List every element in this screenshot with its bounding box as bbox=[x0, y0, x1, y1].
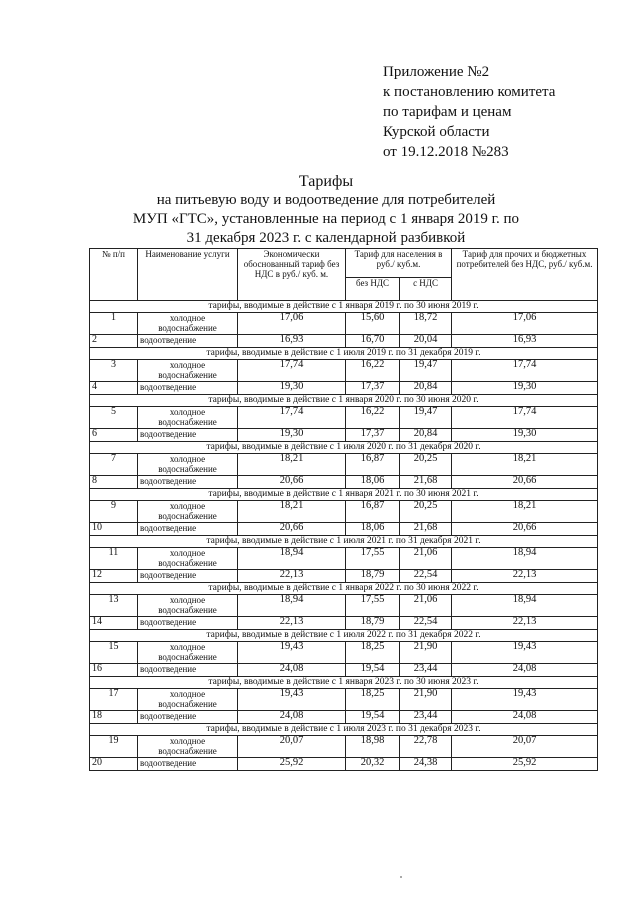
cell-pop-vat: 21,06 bbox=[400, 548, 452, 570]
cell-num: 5 bbox=[90, 407, 138, 429]
cell-econ: 18,94 bbox=[238, 595, 346, 617]
cell-econ: 20,07 bbox=[238, 736, 346, 758]
cell-pop-no-vat: 17,37 bbox=[346, 429, 400, 442]
period-label: тарифы, вводимые в действие с 1 января 2023 г. по 30 июня 2023 г. bbox=[90, 677, 598, 689]
cell-num: 11 bbox=[90, 548, 138, 570]
table-row bbox=[90, 736, 598, 758]
tariff-table bbox=[89, 248, 598, 771]
title-line: 31 декабря 2023 г. с календарной разбивкой bbox=[186, 230, 466, 246]
cell-econ: 22,13 bbox=[238, 617, 346, 630]
cell-num: 8 bbox=[90, 476, 138, 489]
cell-num: 2 bbox=[90, 335, 138, 348]
table-row bbox=[90, 617, 598, 630]
period-row bbox=[90, 348, 598, 360]
cell-name: холодное водоснабжение bbox=[138, 548, 238, 570]
period-row bbox=[90, 395, 598, 407]
cell-pop-vat: 21,90 bbox=[400, 689, 452, 711]
period-label: тарифы, вводимые в действие с 1 июля 2020 г. по 31 декабря 2020 г. bbox=[90, 442, 598, 454]
cell-econ: 17,74 bbox=[238, 360, 346, 382]
period-label: тарифы, вводимые в действие с 1 января 2021 г. по 30 июня 2021 г. bbox=[90, 489, 598, 501]
appendix-line: Приложение №2 bbox=[383, 64, 490, 80]
cell-pop-no-vat: 17,55 bbox=[346, 595, 400, 617]
table-row bbox=[90, 313, 598, 335]
cell-name: холодное водоснабжение bbox=[138, 595, 238, 617]
cell-other: 17,74 bbox=[452, 360, 598, 382]
cell-pop-vat: 19,47 bbox=[400, 407, 452, 429]
cell-other: 22,13 bbox=[452, 570, 598, 583]
cell-econ: 24,08 bbox=[238, 664, 346, 677]
period-row bbox=[90, 630, 598, 642]
cell-pop-no-vat: 16,22 bbox=[346, 407, 400, 429]
table-row bbox=[90, 570, 598, 583]
cell-num: 9 bbox=[90, 501, 138, 523]
cell-num: 20 bbox=[90, 758, 138, 771]
cell-pop-vat: 23,44 bbox=[400, 664, 452, 677]
cell-pop-no-vat: 19,54 bbox=[346, 711, 400, 724]
cell-name: водоотведение bbox=[138, 617, 238, 630]
cell-num: 15 bbox=[90, 642, 138, 664]
cell-pop-vat: 20,84 bbox=[400, 382, 452, 395]
cell-pop-no-vat: 16,70 bbox=[346, 335, 400, 348]
cell-other: 24,08 bbox=[452, 664, 598, 677]
cell-econ: 19,30 bbox=[238, 382, 346, 395]
title-line: МУП «ГТС», установленные на период с 1 января 2019 г. по bbox=[132, 211, 520, 227]
cell-econ: 20,66 bbox=[238, 476, 346, 489]
cell-name: водоотведение bbox=[138, 382, 238, 395]
cell-other: 16,93 bbox=[452, 335, 598, 348]
period-row bbox=[90, 442, 598, 454]
header-name: Наименование услуги bbox=[138, 249, 238, 301]
cell-pop-vat: 21,06 bbox=[400, 595, 452, 617]
cell-pop-vat: 20,04 bbox=[400, 335, 452, 348]
cell-num: 12 bbox=[90, 570, 138, 583]
cell-pop-no-vat: 18,06 bbox=[346, 523, 400, 536]
table-row bbox=[90, 548, 598, 570]
header-econ: Экономически обоснованный тариф без НДС в руб./ куб. м. bbox=[238, 249, 346, 301]
cell-econ: 22,13 bbox=[238, 570, 346, 583]
cell-num: 18 bbox=[90, 711, 138, 724]
title-main: Тарифы bbox=[298, 173, 354, 190]
appendix-line: к постановлению комитета bbox=[383, 84, 556, 100]
cell-pop-no-vat: 16,22 bbox=[346, 360, 400, 382]
cell-pop-vat: 20,25 bbox=[400, 501, 452, 523]
cell-econ: 17,74 bbox=[238, 407, 346, 429]
cell-other: 19,30 bbox=[452, 382, 598, 395]
cell-other: 22,13 bbox=[452, 617, 598, 630]
cell-num: 7 bbox=[90, 454, 138, 476]
cell-pop-no-vat: 18,25 bbox=[346, 642, 400, 664]
cell-num: 1 bbox=[90, 313, 138, 335]
table-row bbox=[90, 595, 598, 617]
period-label: тарифы, вводимые в действие с 1 июля 2021 г. по 31 декабря 2021 г. bbox=[90, 536, 598, 548]
cell-other: 18,94 bbox=[452, 548, 598, 570]
cell-pop-vat: 22,78 bbox=[400, 736, 452, 758]
cell-econ: 19,30 bbox=[238, 429, 346, 442]
period-label: тарифы, вводимые в действие с 1 июля 2019 г. по 31 декабря 2019 г. bbox=[90, 348, 598, 360]
cell-num: 19 bbox=[90, 736, 138, 758]
period-label: тарифы, вводимые в действие с 1 января 2020 г. по 30 июня 2020 г. bbox=[90, 395, 598, 407]
table-row bbox=[90, 335, 598, 348]
cell-name: водоотведение bbox=[138, 429, 238, 442]
table-row bbox=[90, 664, 598, 677]
cell-pop-no-vat: 15,60 bbox=[346, 313, 400, 335]
cell-pop-no-vat: 20,32 bbox=[346, 758, 400, 771]
period-row bbox=[90, 724, 598, 736]
cell-econ: 19,43 bbox=[238, 689, 346, 711]
cell-econ: 16,93 bbox=[238, 335, 346, 348]
cell-pop-vat: 21,68 bbox=[400, 476, 452, 489]
cell-num: 14 bbox=[90, 617, 138, 630]
table-row bbox=[90, 382, 598, 395]
cell-econ: 20,66 bbox=[238, 523, 346, 536]
cell-name: водоотведение bbox=[138, 570, 238, 583]
header-num: № п/п bbox=[90, 249, 138, 301]
cell-name: водоотведение bbox=[138, 711, 238, 724]
table-row bbox=[90, 501, 598, 523]
cell-pop-no-vat: 17,55 bbox=[346, 548, 400, 570]
cell-num: 6 bbox=[90, 429, 138, 442]
period-row bbox=[90, 677, 598, 689]
cell-other: 19,30 bbox=[452, 429, 598, 442]
cell-other: 24,08 bbox=[452, 711, 598, 724]
cell-pop-no-vat: 16,87 bbox=[346, 501, 400, 523]
cell-name: холодное водоснабжение bbox=[138, 736, 238, 758]
cell-other: 17,06 bbox=[452, 313, 598, 335]
title-line: на питьевую воду и водоотведение для потребителей bbox=[156, 192, 496, 208]
table-row bbox=[90, 642, 598, 664]
cell-other: 20,66 bbox=[452, 523, 598, 536]
cell-econ: 17,06 bbox=[238, 313, 346, 335]
table-row bbox=[90, 689, 598, 711]
cell-pop-no-vat: 17,37 bbox=[346, 382, 400, 395]
cell-other: 18,94 bbox=[452, 595, 598, 617]
cell-num: 16 bbox=[90, 664, 138, 677]
table-header-row bbox=[90, 249, 598, 278]
cell-num: 13 bbox=[90, 595, 138, 617]
cell-econ: 19,43 bbox=[238, 642, 346, 664]
cell-other: 18,21 bbox=[452, 454, 598, 476]
cell-num: 3 bbox=[90, 360, 138, 382]
period-row bbox=[90, 583, 598, 595]
cell-pop-vat: 22,54 bbox=[400, 617, 452, 630]
period-label: тарифы, вводимые в действие с 1 июля 2023 г. по 31 декабря 2023 г. bbox=[90, 724, 598, 736]
cell-pop-vat: 24,38 bbox=[400, 758, 452, 771]
period-row bbox=[90, 301, 598, 313]
table-row bbox=[90, 360, 598, 382]
appendix-line: от 19.12.2018 №283 bbox=[383, 144, 509, 160]
cell-pop-vat: 22,54 bbox=[400, 570, 452, 583]
cell-name: холодное водоснабжение bbox=[138, 642, 238, 664]
cell-econ: 24,08 bbox=[238, 711, 346, 724]
cell-other: 19,43 bbox=[452, 642, 598, 664]
cell-name: водоотведение bbox=[138, 664, 238, 677]
table-row bbox=[90, 407, 598, 429]
cell-name: водоотведение bbox=[138, 758, 238, 771]
cell-pop-vat: 20,84 bbox=[400, 429, 452, 442]
cell-pop-no-vat: 16,87 bbox=[346, 454, 400, 476]
table-row bbox=[90, 476, 598, 489]
cell-name: холодное водоснабжение bbox=[138, 501, 238, 523]
cell-econ: 18,94 bbox=[238, 548, 346, 570]
table-row bbox=[90, 758, 598, 771]
table-row bbox=[90, 523, 598, 536]
cell-name: холодное водоснабжение bbox=[138, 454, 238, 476]
cell-econ: 18,21 bbox=[238, 501, 346, 523]
document-title bbox=[96, 172, 556, 248]
cell-name: водоотведение bbox=[138, 476, 238, 489]
period-row bbox=[90, 536, 598, 548]
cell-econ: 25,92 bbox=[238, 758, 346, 771]
cell-pop-no-vat: 18,06 bbox=[346, 476, 400, 489]
cell-pop-vat: 21,68 bbox=[400, 523, 452, 536]
period-label: тарифы, вводимые в действие с 1 января 2022 г. по 30 июня 2022 г. bbox=[90, 583, 598, 595]
cell-name: водоотведение bbox=[138, 335, 238, 348]
cell-other: 25,92 bbox=[452, 758, 598, 771]
appendix-block bbox=[383, 62, 623, 162]
cell-pop-vat: 23,44 bbox=[400, 711, 452, 724]
cell-name: холодное водоснабжение bbox=[138, 407, 238, 429]
scan-speck bbox=[400, 876, 402, 878]
cell-num: 17 bbox=[90, 689, 138, 711]
period-label: тарифы, вводимые в действие с 1 июля 2022 г. по 31 декабря 2022 г. bbox=[90, 630, 598, 642]
cell-other: 18,21 bbox=[452, 501, 598, 523]
cell-other: 19,43 bbox=[452, 689, 598, 711]
cell-other: 20,07 bbox=[452, 736, 598, 758]
cell-name: холодное водоснабжение bbox=[138, 313, 238, 335]
cell-name: водоотведение bbox=[138, 523, 238, 536]
cell-num: 10 bbox=[90, 523, 138, 536]
table-row bbox=[90, 454, 598, 476]
cell-econ: 18,21 bbox=[238, 454, 346, 476]
cell-pop-no-vat: 19,54 bbox=[346, 664, 400, 677]
cell-pop-vat: 19,47 bbox=[400, 360, 452, 382]
table-row bbox=[90, 429, 598, 442]
table-row bbox=[90, 711, 598, 724]
cell-name: холодное водоснабжение bbox=[138, 360, 238, 382]
cell-pop-no-vat: 18,79 bbox=[346, 617, 400, 630]
table-body bbox=[90, 301, 598, 771]
cell-pop-vat: 21,90 bbox=[400, 642, 452, 664]
cell-other: 17,74 bbox=[452, 407, 598, 429]
header-other: Тариф для прочих и бюджетных потребителей без НДС, руб./ куб.м. bbox=[452, 249, 598, 301]
cell-name: холодное водоснабжение bbox=[138, 689, 238, 711]
cell-pop-no-vat: 18,79 bbox=[346, 570, 400, 583]
period-label: тарифы, вводимые в действие с 1 января 2019 г. по 30 июня 2019 г. bbox=[90, 301, 598, 313]
header-pop-no-vat: без НДС bbox=[346, 278, 400, 301]
cell-other: 20,66 bbox=[452, 476, 598, 489]
cell-num: 4 bbox=[90, 382, 138, 395]
appendix-line: Курской области bbox=[383, 124, 490, 140]
cell-pop-vat: 20,25 bbox=[400, 454, 452, 476]
appendix-line: по тарифам и ценам bbox=[383, 104, 512, 120]
header-pop: Тариф для населения в руб./ куб.м. bbox=[346, 249, 452, 278]
header-pop-vat: с НДС bbox=[400, 278, 452, 301]
cell-pop-vat: 18,72 bbox=[400, 313, 452, 335]
cell-pop-no-vat: 18,98 bbox=[346, 736, 400, 758]
cell-pop-no-vat: 18,25 bbox=[346, 689, 400, 711]
period-row bbox=[90, 489, 598, 501]
